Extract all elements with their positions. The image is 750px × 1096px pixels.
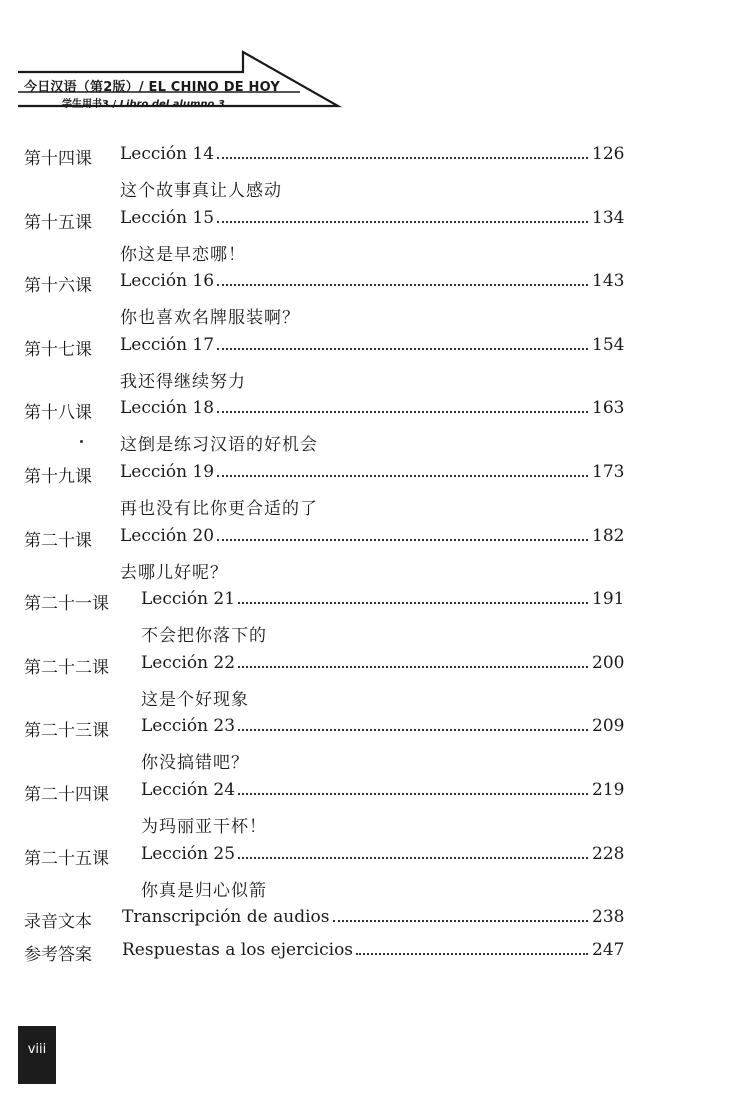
chapter-number: 第十八课 <box>24 403 92 424</box>
lesson-title: 你没搞错吧？ <box>141 753 249 774</box>
subtitle-es: Libro del alumno 3 <box>119 99 225 110</box>
book-title: 今日汉语（第2版）/ EL CHINO DE HOY <box>24 80 281 95</box>
lesson-leader <box>141 844 592 864</box>
lesson-leader <box>122 907 592 927</box>
lesson-leader <box>120 526 592 546</box>
lesson-label: Lección 14 <box>120 144 215 164</box>
print-speck <box>80 440 83 443</box>
folio-number: viii <box>27 1042 47 1057</box>
lesson-title: 这是个好现象 <box>141 689 249 710</box>
page-number: 182 <box>592 525 625 546</box>
chapter-number: 第十五课 <box>24 212 92 233</box>
page-number: 191 <box>592 589 625 610</box>
running-header <box>0 0 750 120</box>
chapter-number: 第十六课 <box>24 276 92 297</box>
lesson-label: Lección 16 <box>120 271 215 292</box>
chapter-number: 第十七课 <box>24 339 92 360</box>
lesson-leader <box>120 144 592 164</box>
lesson-label: Lección 15 <box>120 207 215 228</box>
lesson-leader <box>120 271 592 291</box>
lesson-leader <box>120 398 592 418</box>
chapter-number: 第二十课 <box>24 530 92 551</box>
lesson-leader <box>120 208 592 228</box>
page-number: 228 <box>592 843 625 864</box>
page-number: 173 <box>592 462 625 482</box>
lesson-label: Lección 23 <box>141 716 236 737</box>
chapter-number: 第二十三课 <box>24 721 109 742</box>
lesson-label: Lección 22 <box>141 652 236 673</box>
lesson-title: 这倒是练习汉语的好机会 <box>120 435 318 456</box>
chapter-number: 录音文本 <box>24 912 92 932</box>
lesson-label: Lección 21 <box>141 589 236 610</box>
lesson-label: Lección 25 <box>141 843 236 864</box>
chapter-number: 第十九课 <box>24 467 92 487</box>
page-number: 134 <box>592 207 625 228</box>
subtitle-cn: 学生用书3 / <box>62 99 120 110</box>
chapter-number: 第二十四课 <box>24 785 109 805</box>
page-number: 163 <box>592 398 625 419</box>
lesson-title: 为玛丽亚干杯！ <box>141 817 267 837</box>
lesson-title: 你这是早恋哪！ <box>120 244 246 265</box>
lesson-label: Lección 20 <box>120 525 215 546</box>
chapter-number: 第二十五课 <box>24 848 109 869</box>
lesson-title: 再也没有比你更合适的了 <box>120 499 318 519</box>
lesson-label: Lección 18 <box>120 398 215 419</box>
page-folio <box>18 1026 56 1084</box>
chapter-number: 参考答案 <box>24 945 92 965</box>
page-number: 209 <box>592 716 625 737</box>
lesson-label: Lección 24 <box>141 780 236 800</box>
lesson-leader <box>141 589 592 609</box>
lesson-label: Lección 17 <box>120 334 215 355</box>
page-number: 219 <box>592 780 625 800</box>
page-number: 126 <box>592 144 625 164</box>
lesson-label: Lección 19 <box>120 462 215 482</box>
lesson-label: Respuestas a los ejercicios <box>122 940 354 960</box>
book-subtitle <box>62 95 225 110</box>
lesson-label: Transcripción de audios <box>122 907 330 927</box>
lesson-leader <box>122 940 592 960</box>
chapter-number: 第十四课 <box>24 149 92 169</box>
lesson-leader <box>141 716 592 736</box>
lesson-leader <box>120 335 592 355</box>
chapter-number: 第二十一课 <box>24 594 109 615</box>
page-number: 238 <box>592 907 625 927</box>
lesson-title: 这个故事真让人感动 <box>120 181 282 201</box>
lesson-title: 你也喜欢名牌服装啊？ <box>120 308 300 329</box>
lesson-title: 去哪儿好呢？ <box>120 562 228 583</box>
lesson-leader <box>141 780 592 800</box>
lesson-title: 我还得继续努力 <box>120 371 246 392</box>
lesson-leader <box>120 462 592 482</box>
lesson-title: 不会把你落下的 <box>141 626 267 647</box>
page-number: 154 <box>592 334 625 355</box>
page-number: 247 <box>592 940 625 960</box>
chapter-number: 第二十二课 <box>24 657 109 678</box>
page-number: 200 <box>592 652 625 673</box>
lesson-title: 你真是归心似箭 <box>141 880 267 901</box>
page-number: 143 <box>592 271 625 292</box>
lesson-leader <box>141 653 592 673</box>
